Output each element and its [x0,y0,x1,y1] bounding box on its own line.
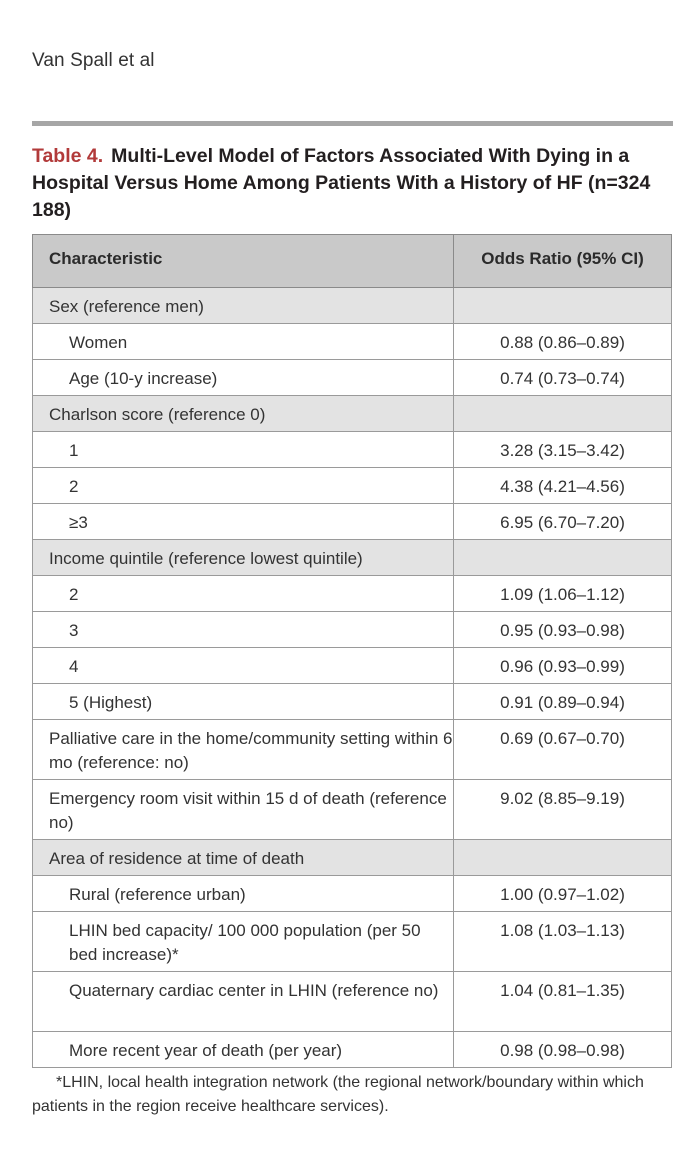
table-row [33,684,672,720]
table-row [33,540,672,576]
row-value [454,840,672,876]
table-row [33,288,672,324]
row-label: 4 [33,648,454,684]
running-head: Van Spall et al [32,50,155,71]
column-header-characteristic: Characteristic [33,235,454,288]
table-row [33,648,672,684]
table-row [33,432,672,468]
row-label: Area of residence at time of death [33,840,454,876]
row-value: 4.38 (4.21–4.56) [454,468,672,504]
row-value: 6.95 (6.70–7.20) [454,504,672,540]
row-value: 3.28 (3.15–3.42) [454,432,672,468]
table-row [33,1032,672,1068]
row-value: 0.88 (0.86–0.89) [454,324,672,360]
row-value: 1.00 (0.97–1.02) [454,876,672,912]
row-value [454,396,672,432]
row-value [454,540,672,576]
table-row [33,720,672,780]
column-header-odds-ratio: Odds Ratio (95% CI) [454,235,672,288]
row-label: 2 [33,576,454,612]
table-row [33,972,672,1032]
table-header-row [33,235,672,288]
table-caption [32,143,662,224]
row-label: Quaternary cardiac center in LHIN (reference no) [33,972,454,1032]
row-value: 1.09 (1.06–1.12) [454,576,672,612]
row-label: 2 [33,468,454,504]
row-value: 9.02 (8.85–9.19) [454,780,672,840]
table-row [33,324,672,360]
table-row [33,840,672,876]
row-value: 0.98 (0.98–0.98) [454,1032,672,1068]
table-row [33,468,672,504]
table-footnote: *LHIN, local health integration network (the regional network/boundary within which patients in the region receive healthcare services). [32,1074,644,1115]
row-label: Women [33,324,454,360]
row-value [454,288,672,324]
row-label: Rural (reference urban) [33,876,454,912]
row-value: 0.95 (0.93–0.98) [454,612,672,648]
row-value: 1.04 (0.81–1.35) [454,972,672,1032]
table-row [33,504,672,540]
row-value: 0.74 (0.73–0.74) [454,360,672,396]
table-row [33,576,672,612]
table-row [33,396,672,432]
row-label: 3 [33,612,454,648]
table-label: Table 4. [32,145,104,167]
table-row [33,876,672,912]
row-label: Charlson score (reference 0) [33,396,454,432]
row-label: LHIN bed capacity/ 100 000 population (per 50 bed increase)* [33,912,454,972]
row-value: 0.69 (0.67–0.70) [454,720,672,780]
row-label: Income quintile (reference lowest quintile) [33,540,454,576]
table-row [33,912,672,972]
row-value: 0.91 (0.89–0.94) [454,684,672,720]
table-row [33,780,672,840]
row-label: Sex (reference men) [33,288,454,324]
row-value: 0.96 (0.93–0.99) [454,648,672,684]
row-value: 1.08 (1.03–1.13) [454,912,672,972]
row-label: Age (10-y increase) [33,360,454,396]
header-rule [32,121,673,126]
row-label: 5 (Highest) [33,684,454,720]
table-row [33,612,672,648]
row-label: Palliative care in the home/community setting within 6 mo (reference: no) [33,720,454,780]
row-label: Emergency room visit within 15 d of death (reference no) [33,780,454,840]
row-label: 1 [33,432,454,468]
table-title: Multi-Level Model of Factors Associated With Dying in a Hospital Versus Home Among Patients With a History of HF (n=324 188) [32,145,651,221]
row-label: More recent year of death (per year) [33,1032,454,1068]
odds-ratio-table [32,234,672,1068]
row-label: ≥3 [33,504,454,540]
table-row [33,360,672,396]
